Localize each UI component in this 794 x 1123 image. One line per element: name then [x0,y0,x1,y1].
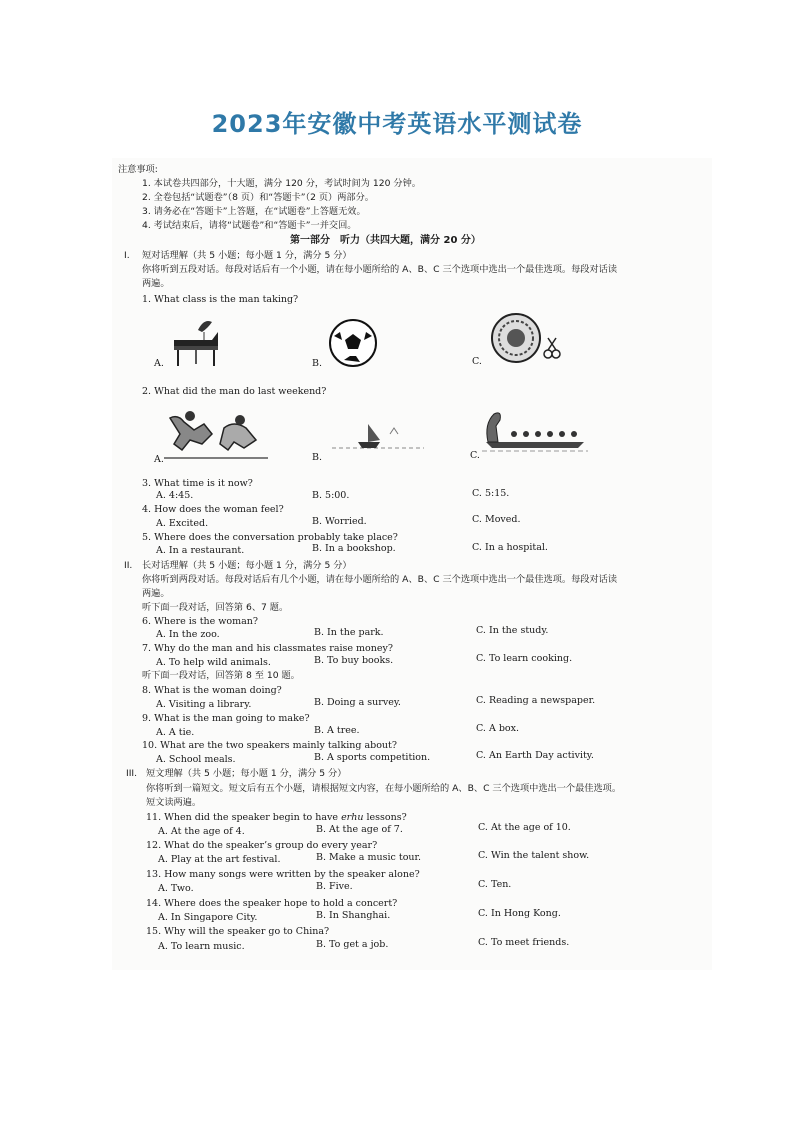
question-stem: 9. What is the man going to make? [142,713,310,724]
question-stem: 4. How does the woman feel? [142,504,284,515]
option-b: B. To buy books. [314,655,394,666]
question-stem: 8. What is the woman doing? [142,685,282,696]
section-instructions: 你将听到两段对话。每段对话后有几个小题，请在每小题所给的 A、B、C 三个选项中选出一个最佳选项。每段对话读 [142,574,618,585]
question-stem: 13. How many songs were written by the speaker alone? [146,869,420,880]
option-a: A. Excited. [156,518,209,529]
option-c: C. Reading a newspaper. [476,695,596,706]
section-instructions: 两遍。 [142,278,170,289]
option-a: A. In a restaurant. [156,545,245,556]
option-c: C. In the study. [476,625,549,636]
option-c: C. Win the talent show. [478,850,590,861]
option-b: B. Five. [316,881,353,892]
dialogue-lead: 听下面一段对话，回答第 6、7 题。 [142,602,289,613]
section-title: 长对话理解（共 5 小题；每小题 1 分，满分 5 分） [142,560,352,571]
option-b: B. Make a music tour. [316,852,422,863]
option-a: A. To learn music. [158,941,245,952]
paper-cutting-icon [490,312,570,368]
option-b: B. In the park. [314,627,384,638]
football-icon [328,318,378,368]
option-b: B. [312,452,323,463]
option-b: B. [312,358,323,369]
question-stem: 3. What time is it now? [142,478,253,489]
question-stem: 7. Why do the man and his classmates raise money? [142,643,393,654]
question-stem: 6. Where is the woman? [142,616,259,627]
option-a: A. Two. [158,883,194,894]
page-title: 2023年安徽中考英语水平测试卷 [211,110,583,138]
section-instructions: 两遍。 [142,588,170,599]
option-b: B. Doing a survey. [314,697,401,708]
note-item: 3. 请务必在“答题卡”上答题，在“试题卷”上答题无效。 [142,206,366,217]
question-stem: 1. What class is the man taking? [142,294,299,305]
option-a: A. A tie. [156,727,195,738]
option-a: A. Visiting a library. [156,699,252,710]
notes-heading: 注意事项: [118,164,158,175]
option-c: C. To learn cooking. [476,653,573,664]
option-a: A. At the age of 4. [158,826,245,837]
option-b: B. In a bookshop. [312,543,396,554]
section-title: 短对话理解（共 5 小题；每小题 1 分，满分 5 分） [142,250,352,261]
option-b: B. In Shanghai. [316,910,391,921]
option-c: C. Moved. [472,514,521,525]
option-c: C. An Earth Day activity. [476,750,594,761]
question-stem: 11. When did the speaker begin to have erhu lessons? [146,812,407,823]
option-b: B. To get a job. [316,939,389,950]
part1-heading: 第一部分 听力（共四大题，满分 20 分） [290,235,481,246]
option-b: B. Worried. [312,516,367,527]
option-c: C. In Hong Kong. [478,908,561,919]
option-b: B. 5:00. [312,490,350,501]
section-instructions: 你将听到五段对话。每段对话后有一个小题，请在每小题所给的 A、B、C 三个选项中选出一个最佳选项。每段对话读 [142,264,618,275]
note-item: 4. 考试结束后，请将“试题卷”和“答题卡”一并交回。 [142,220,357,231]
question-stem: 10. What are the two speakers mainly talking about? [142,740,397,751]
option-c: C. [470,450,480,461]
option-a: A. To help wild animals. [156,657,271,668]
dragon-boat-icon [480,404,590,454]
option-c: C. In a hospital. [472,542,548,553]
option-a: A. [154,454,164,465]
option-b: B. A tree. [314,725,360,736]
question-stem: 15. Why will the speaker go to China? [146,926,330,937]
section-number: III. [126,768,138,779]
option-c: C. To meet friends. [478,937,570,948]
option-c: C. At the age of 10. [478,822,571,833]
section-number: I. [124,250,130,261]
option-c: C. A box. [476,723,520,734]
option-a: A. Play at the art festival. [158,854,281,865]
dialogue-lead: 听下面一段对话，回答第 8 至 10 题。 [142,670,300,681]
option-c: C. Ten. [478,879,512,890]
note-item: 2. 全卷包括“试题卷”（8 页）和“答题卡”（2 页）两部分。 [142,192,374,203]
question-stem: 12. What do the speaker’s group do every year? [146,840,378,851]
note-item: 1. 本试卷共四部分，十大题，满分 120 分，考试时间为 120 分钟。 [142,178,421,189]
wrestling-icon [164,404,268,462]
question-stem: 5. Where does the conversation probably take place? [142,532,398,543]
option-b: B. A sports competition. [314,752,431,763]
boat-icon [328,420,428,460]
section-title: 短文理解（共 5 小题；每小题 1 分，满分 5 分） [146,768,347,779]
option-a: A. [154,358,164,369]
option-a: A. In the zoo. [156,629,220,640]
option-a: A. School meals. [156,754,236,765]
option-b: B. At the age of 7. [316,824,403,835]
question-stem: 14. Where does the speaker hope to hold a concert? [146,898,398,909]
section-instructions: 你将听到一篇短文。短文后有五个小题，请根据短文内容，在每小题所给的 A、B、C 三个选项中选出一个最佳选项。 [146,783,622,794]
option-a: A. 4:45. [156,490,194,501]
option-c: C. 5:15. [472,488,510,499]
section-instructions: 短文读两遍。 [146,797,202,808]
option-c: C. [472,356,482,367]
section-number: II. [124,560,133,571]
question-stem: 2. What did the man do last weekend? [142,386,327,397]
piano-icon [168,310,224,368]
option-a: A. In Singapore City. [158,912,258,923]
